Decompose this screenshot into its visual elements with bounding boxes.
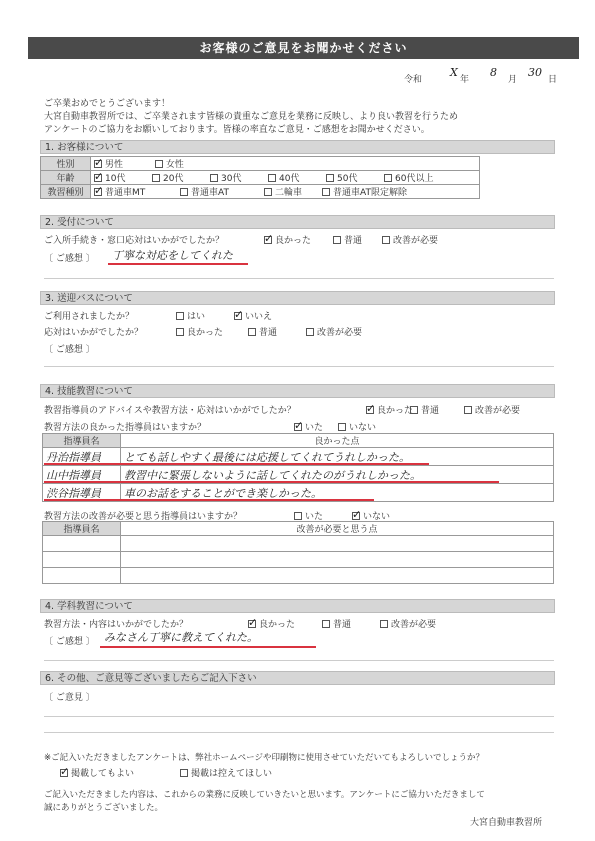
checkbox-at-limit-removal[interactable] — [322, 188, 330, 196]
good-instructor-table — [42, 433, 554, 502]
checkbox-reception-normal[interactable] — [333, 236, 341, 244]
option-age-20s: 20代 — [163, 174, 184, 184]
course-type-label: 教習種別 — [41, 185, 91, 199]
intro-line-2: 大宮自動車教習所では、ご卒業されます皆様の貴重なご意見を業務に反映し、より良い教習を行うため — [44, 112, 459, 122]
checkbox-bus-good[interactable] — [176, 328, 184, 336]
reception-comment-handwritten: 丁寧な対応をしてくれた — [112, 249, 233, 262]
good-row-2-name: 山中指導員 — [43, 466, 121, 484]
improve-row-2-point — [121, 552, 554, 568]
option-skill-good: 良かった — [377, 406, 414, 416]
option-male: 男性 — [105, 160, 124, 170]
divider — [44, 278, 554, 279]
publish-question: ※ご記入いただきましたアンケートは、弊社ホームページや印刷物に使用させていただいてもよろしいでしょうか？ — [44, 753, 484, 763]
improve-table-name-header: 指導員名 — [43, 522, 121, 536]
option-regular-mt: 普通車MT — [105, 188, 146, 198]
checkbox-academic-good[interactable] — [248, 620, 256, 628]
checkbox-publish-decline[interactable] — [180, 769, 188, 777]
option-improve-instructor-yes: いた — [305, 512, 324, 522]
reception-comment-underline — [108, 263, 248, 265]
checkbox-improve-instructor-yes[interactable] — [294, 512, 302, 520]
age-label: 年齢 — [41, 171, 91, 185]
checkbox-age-40s[interactable] — [268, 174, 276, 182]
checkbox-publish-ok[interactable] — [60, 769, 68, 777]
improve-row-3-name — [43, 568, 121, 584]
good-row-3-name: 渋谷指導員 — [43, 484, 121, 502]
option-bus-improve: 改善が必要 — [317, 328, 363, 338]
skill-instruction-question: 教習指導員のアドバイスや教習方法・応対はいかがでしたか？ — [44, 406, 296, 416]
checkbox-bus-yes[interactable] — [176, 312, 184, 320]
good-row-1-underline — [44, 463, 429, 465]
option-at-limit-removal: 普通車AT限定解除 — [333, 188, 407, 198]
date-year-label: 年 — [460, 75, 470, 85]
option-regular-at: 普通車AT — [191, 188, 229, 198]
date-day-handwritten: 30 — [528, 66, 542, 79]
good-row-1-point: とても話しやすく最後には応援してくれてうれしかった。 — [121, 448, 554, 466]
checkbox-bus-improve[interactable] — [306, 328, 314, 336]
divider — [44, 732, 554, 733]
date-day-label: 日 — [548, 75, 558, 85]
checkbox-good-instructor-yes[interactable] — [294, 423, 302, 431]
good-row-1-name: 丹治指導員 — [43, 448, 121, 466]
improve-instructor-table — [42, 521, 554, 584]
section-1-heading: 1. お客様について — [40, 140, 555, 154]
section-academic-heading: 4. 学科教習について — [40, 599, 555, 613]
date-era: 令和 — [404, 75, 423, 85]
checkbox-reception-improve[interactable] — [382, 236, 390, 244]
academic-comment-label: 〔 ご感想 〕 — [44, 637, 95, 647]
divider — [44, 660, 554, 661]
option-skill-improve: 改善が必要 — [475, 406, 521, 416]
improve-table-point-header: 改善が必要と思う点 — [121, 522, 554, 536]
reception-comment-label: 〔 ご感想 〕 — [44, 254, 95, 264]
school-signature: 大宮自動車教習所 — [470, 818, 543, 828]
good-row-2-underline — [44, 481, 499, 483]
intro-line-3: アンケートのご協力をお願いしております。皆様の率直なご意見・ご感想をお聞かせください。 — [44, 125, 430, 135]
option-publish-ok: 掲載してもよい — [71, 769, 135, 779]
option-bus-yes: はい — [187, 312, 206, 322]
checkbox-skill-normal[interactable] — [410, 406, 418, 414]
checkbox-skill-improve[interactable] — [464, 406, 472, 414]
option-age-30s: 30代 — [221, 174, 242, 184]
option-academic-normal: 普通 — [333, 620, 352, 630]
bus-service-question: 応対はいかがでしたか？ — [44, 328, 144, 338]
good-table-point-header: 良かった点 — [121, 434, 554, 448]
improve-row-1-point — [121, 536, 554, 552]
checkbox-skill-good[interactable] — [366, 406, 374, 414]
checkbox-good-instructor-no[interactable] — [338, 423, 346, 431]
option-age-50s: 50代 — [337, 174, 358, 184]
checkbox-regular-at[interactable] — [180, 188, 188, 196]
good-row-3-underline — [44, 499, 374, 501]
option-bus-normal: 普通 — [259, 328, 278, 338]
bus-use-question: ご利用されましたか？ — [44, 312, 135, 322]
checkbox-motorcycle[interactable] — [264, 188, 272, 196]
gender-label: 性別 — [41, 157, 91, 171]
improve-row-2-name — [43, 552, 121, 568]
option-bus-good: 良かった — [187, 328, 224, 338]
reception-question: ご入所手続き・窓口応対はいかがでしたか？ — [44, 236, 225, 246]
date-year-handwritten: X — [450, 66, 458, 79]
option-academic-improve: 改善が必要 — [391, 620, 437, 630]
good-row-2-point: 教習中に緊張しないように話してくれたのがうれしかった。 — [121, 466, 554, 484]
option-skill-normal: 普通 — [421, 406, 440, 416]
checkbox-age-10s[interactable] — [94, 174, 102, 182]
intro-line-1: ご卒業おめでとうございます！ — [44, 99, 171, 109]
checkbox-age-30s[interactable] — [210, 174, 218, 182]
page-title: お客様のご意見をお聞かせください — [28, 37, 579, 59]
date-month-label: 月 — [508, 75, 518, 85]
date-month-handwritten: 8 — [490, 66, 497, 79]
other-comment-label: 〔 ご意見 〕 — [44, 693, 95, 703]
option-motorcycle: 二輪車 — [275, 188, 303, 198]
good-instructor-question: 教習方法の良かった指導員はいますか？ — [44, 423, 207, 433]
option-reception-normal: 普通 — [344, 236, 363, 246]
option-bus-no: いいえ — [245, 312, 273, 322]
checkbox-academic-normal[interactable] — [322, 620, 330, 628]
option-academic-good: 良かった — [259, 620, 296, 630]
section-4-heading: 4. 技能教習について — [40, 384, 555, 398]
option-reception-improve: 改善が必要 — [393, 236, 439, 246]
checkbox-male[interactable] — [94, 160, 102, 168]
section-6-heading: 6. その他、ご意見等ございましたらご記入下さい — [40, 671, 555, 685]
academic-comment-handwritten: みなさん丁寧に教えてくれた。 — [104, 631, 258, 644]
section-2-heading: 2. 受付について — [40, 215, 555, 229]
checkbox-age-60s-plus[interactable] — [384, 174, 392, 182]
academic-comment-underline — [100, 646, 316, 648]
academic-question: 教習方法・内容はいかがでしたか？ — [44, 620, 189, 630]
checkbox-academic-improve[interactable] — [380, 620, 388, 628]
thanks-line-1: ご記入いただきました内容は、これからの業務に反映していきたいと思います。アンケートにご協力いただきまして — [44, 790, 485, 800]
checkbox-regular-mt[interactable] — [94, 188, 102, 196]
bus-comment-label: 〔 ご感想 〕 — [44, 345, 95, 355]
customer-info-table — [40, 156, 480, 199]
section-3-heading: 3. 送迎バスについて — [40, 291, 555, 305]
option-improve-instructor-no: いない — [363, 512, 391, 522]
checkbox-age-20s[interactable] — [152, 174, 160, 182]
option-age-60s-plus: 60代以上 — [395, 174, 434, 184]
improve-instructor-question: 教習方法の改善が必要と思う指導員はいますか？ — [44, 512, 243, 522]
option-female: 女性 — [165, 160, 184, 170]
checkbox-bus-normal[interactable] — [248, 328, 256, 336]
improve-row-3-point — [121, 568, 554, 584]
option-publish-decline: 掲載は控えてほしい — [191, 769, 273, 779]
good-row-3-point: 車のお話をすることができ楽しかった。 — [121, 484, 554, 502]
checkbox-age-50s[interactable] — [326, 174, 334, 182]
checkbox-female[interactable] — [155, 160, 163, 168]
checkbox-improve-instructor-no[interactable] — [352, 512, 360, 520]
option-reception-good: 良かった — [275, 236, 312, 246]
option-age-10s: 10代 — [105, 174, 126, 184]
option-good-instructor-no: いない — [349, 423, 377, 433]
divider — [44, 716, 554, 717]
checkbox-reception-good[interactable] — [264, 236, 272, 244]
checkbox-bus-no[interactable] — [234, 312, 242, 320]
improve-row-1-name — [43, 536, 121, 552]
option-good-instructor-yes: いた — [305, 423, 324, 433]
divider — [44, 366, 554, 367]
option-age-40s: 40代 — [279, 174, 300, 184]
thanks-line-2: 誠にありがとうございました。 — [44, 803, 164, 813]
good-table-name-header: 指導員名 — [43, 434, 121, 448]
